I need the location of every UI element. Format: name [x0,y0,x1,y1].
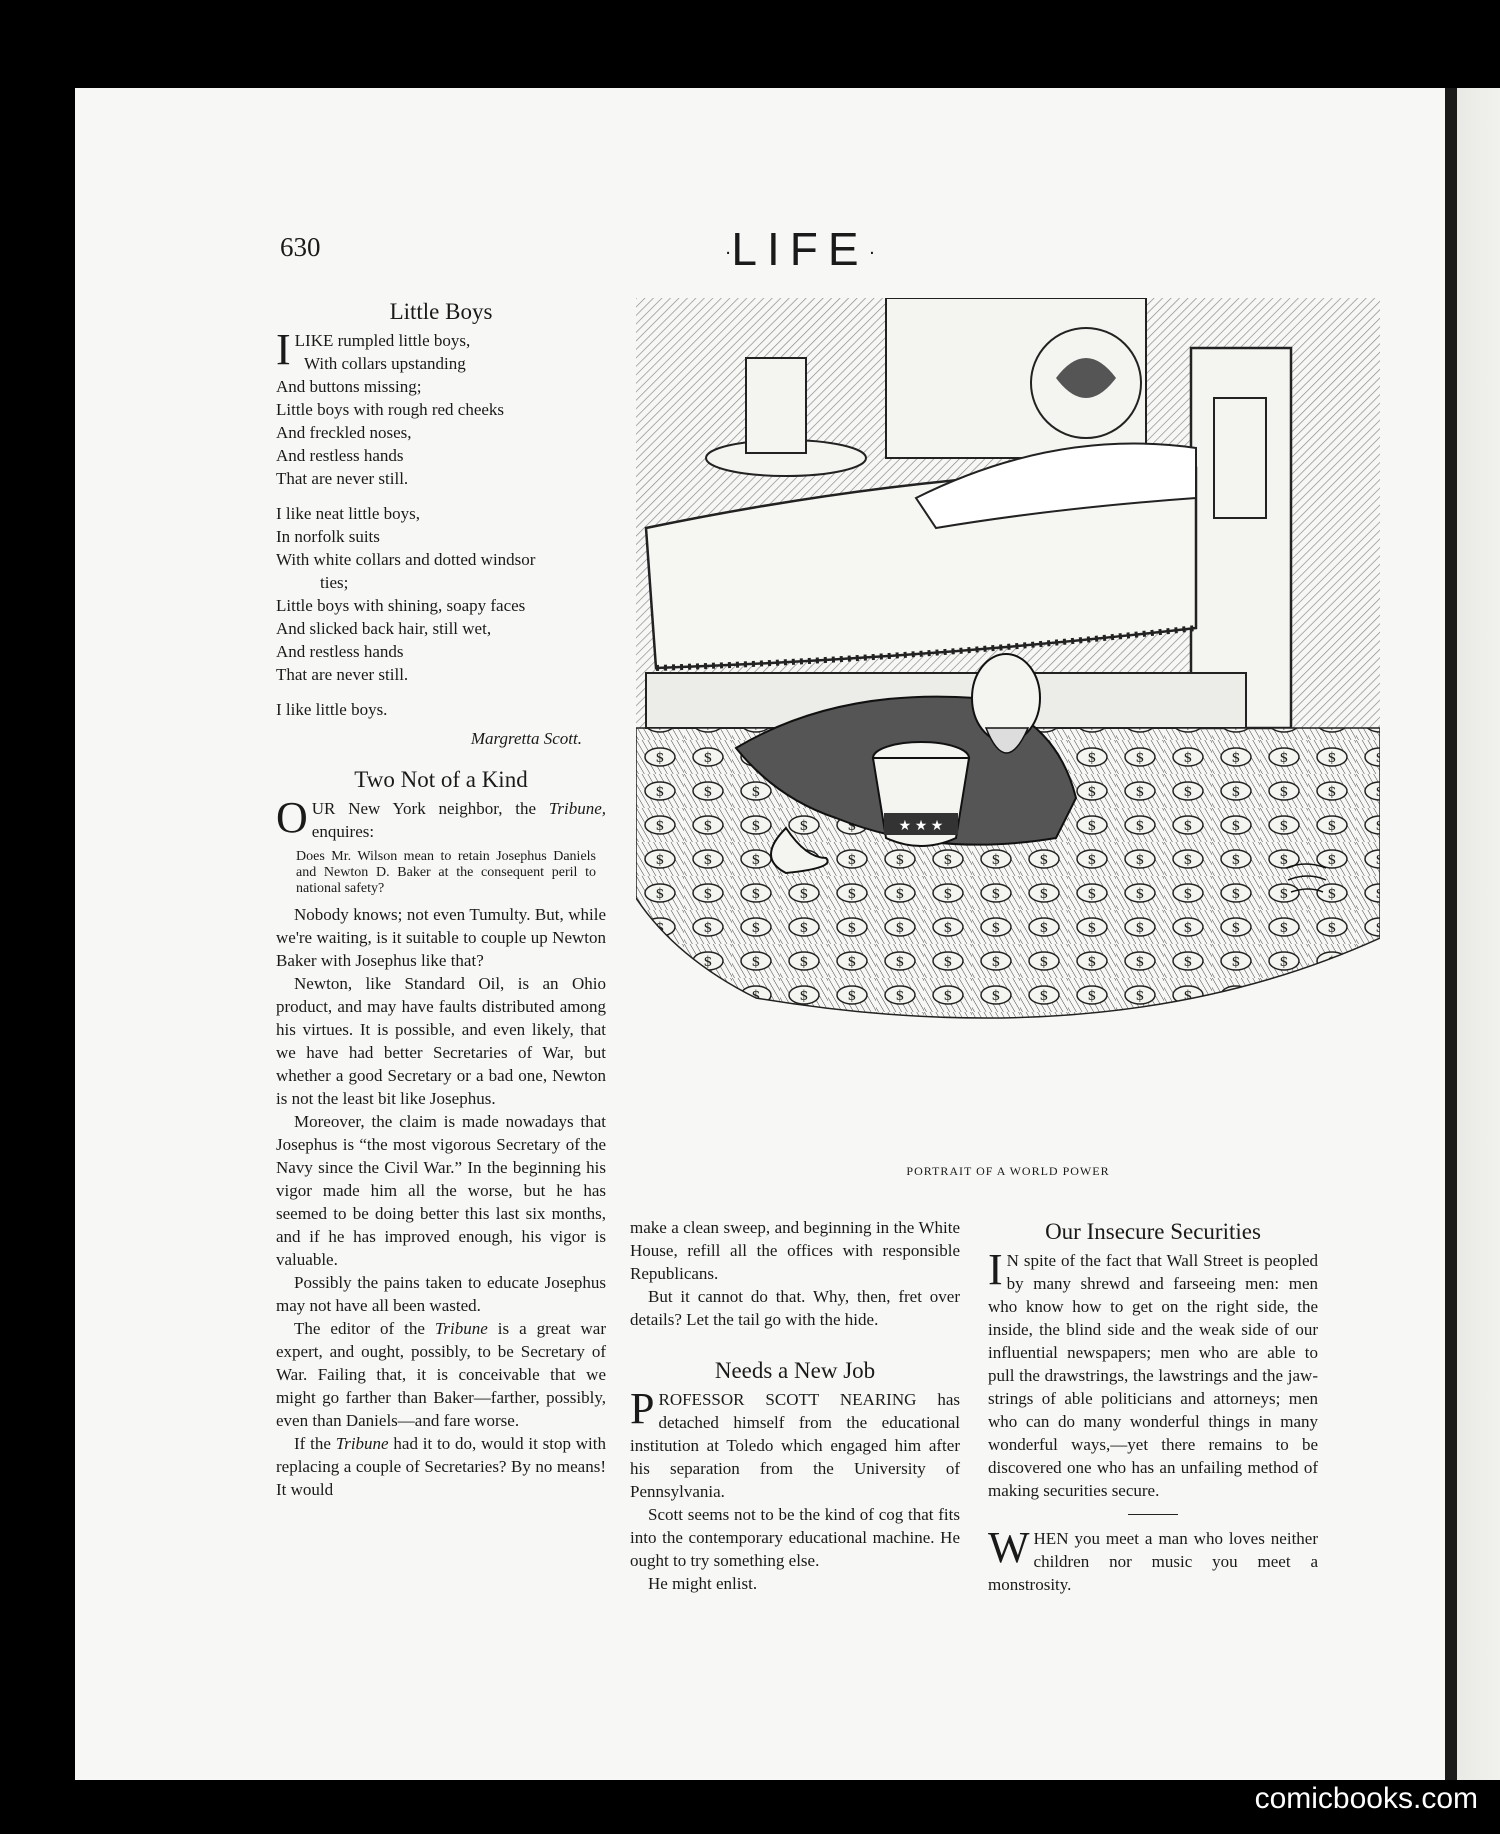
paragraph [988,1245,1318,1502]
cartoon-illustration [636,298,1380,1118]
poem-line: That are never still. [276,469,409,488]
text-run: enquires: [311,822,375,841]
article-when-you-meet [988,1523,1318,1596]
drop-cap: I [276,325,291,374]
paragraph: He might enlist. [648,1574,758,1593]
poem-line: That are never still. [276,665,409,684]
paragraph: Scott seems not to be the kind of cog that fits into the contemporary educational machine. He ought to try something else. [630,1505,960,1570]
poem-line: I like neat little boys, [276,504,420,523]
article-needs-a-new-job [630,1359,960,1595]
right-column [988,1216,1318,1596]
poem-line: And buttons missing; [276,377,422,396]
poem-line: And slicked back hair, still wet, [276,619,492,638]
stanza-3 [276,698,606,721]
masthead-title: LIFE [731,223,869,275]
paragraph [988,1523,1318,1596]
text-run: is a great war expert, and ought, possibly, to be Secretary of War. Failing that, it is conceivable that we might go farther than Baker—farther, possibly, even than Daniels—and fare worse. [276,1319,607,1430]
cartoon-caption: PORTRAIT OF A WORLD POWER [906,1164,1110,1178]
text-run: ROFESSOR SCOTT NEARING has detached himself from the educational institution at Toledo which engaged him after his separation from the University of Pennsylvania. [630,1390,960,1501]
paragraph: Nobody knows; not even Tumulty. But, while we're waiting, is it suitable to couple up Newton Baker with Josephus like that? [276,905,606,970]
paragraph: Newton, like Standard Oil, is an Ohio product, and may have faults distributed among his virtues. It is possible, and even likely, that we have had better Secretaries of War, but whether a good Secretary or a bad one, Newton is not the least bit like Josephus. [276,974,606,1108]
paragraph [276,1317,606,1432]
paragraph: But it cannot do that. Why, then, fret over details? Let the tail go with the hide. [630,1287,960,1329]
poem-line: In norfolk suits [276,527,380,546]
poem-line: I like little boys. [276,700,388,719]
section-divider [1128,1514,1178,1515]
bed-post [1191,348,1291,728]
author-signature: Margretta Scott. [470,729,582,748]
poem-line: And freckled noses, [276,423,412,442]
article-title: Our Insecure Securities [1045,1219,1261,1244]
article-title: Needs a New Job [714,1358,876,1383]
adjacent-page-edge [1445,88,1500,1780]
stanza-1 [276,325,606,490]
hat-stars-icon: ★ ★ ★ [898,819,944,834]
masthead-dot-right: · [868,241,876,264]
text-run: UR New York neighbor, the [311,799,549,818]
article-title: Little Boys [389,299,493,324]
poem-line: Little boys with rough red cheeks [276,400,505,419]
masthead [700,222,900,276]
middle-column [630,1216,960,1595]
text-run: The editor of the [294,1319,435,1338]
publication-name: Tribune [335,1434,389,1453]
text-run: had it to do, would it stop with replacing a couple of Secretaries? By no means! It would [276,1434,606,1499]
article-our-insecure-securities [988,1220,1318,1502]
page-number: 630 [280,232,321,262]
poem [276,325,606,721]
publication-name: Tribune [434,1319,488,1338]
poem-line: And restless hands [276,446,404,465]
paragraph [276,1432,606,1501]
drop-cap: O [276,793,308,842]
drop-cap: P [630,1384,655,1433]
paragraph: Moreover, the claim is made nowadays that Josephus is “the most vigorous Secretary of the Navy since the Civil War.” In the beginning his vigor made him all the worse, but he has seemed to be doing better this last six months, and if he has improved enough, his vigor is valuable. [276,1112,606,1269]
article-intro [276,793,606,843]
left-column [276,296,606,1501]
publication-name: Tribune, [548,799,606,818]
article-two-not-of-a-kind [276,768,606,1501]
stanza-2 [276,502,606,686]
clock-icon [746,358,806,453]
paragraph: Possibly the pains taken to educate Josephus may not have all been wasted. [276,1273,606,1315]
text-run: N spite of the fact that Wall Street is peopled by many shrewd and farseeing men: men who know how to get on the right side, the inside, the blind side and the weak side of our influential newspapers; men who are able to pull the drawstrings, the lawstrings and the jaw-strings of able politicians and attorneys; men who can do many wonderful things in many wonderful ways,—yet there remains to be discovered one who has an unfailing method of making securities secure. [988,1251,1318,1500]
article-little-boys [276,300,606,750]
poem-line: And restless hands [276,642,404,661]
masthead-dot-left: · [724,241,732,264]
poem-line: Little boys with shining, soapy faces [276,596,526,615]
poem-line: With collars upstanding [304,354,466,373]
poem-line: ties; [320,573,349,592]
poem-line: With white collars and dotted windsor [276,550,536,569]
block-quote: Does Mr. Wilson mean to retain Josephus Daniels and Newton D. Baker at the consequent peril to national safety? [296,849,596,896]
poem-line: LIKE rumpled little boys, [294,331,471,350]
paragraph [630,1384,960,1503]
watermark: comicbooks.com [1254,1782,1478,1815]
article-title: Two Not of a Kind [354,767,528,792]
drop-cap: W [988,1523,1030,1572]
drop-cap: I [988,1245,1003,1294]
text-run: HEN you meet a man who loves neither children nor music you meet a monstrosity. [988,1529,1318,1594]
paragraph: make a clean sweep, and beginning in the White House, refill all the offices with responsible Republicans. [630,1218,960,1283]
text-run: If the [294,1434,336,1453]
